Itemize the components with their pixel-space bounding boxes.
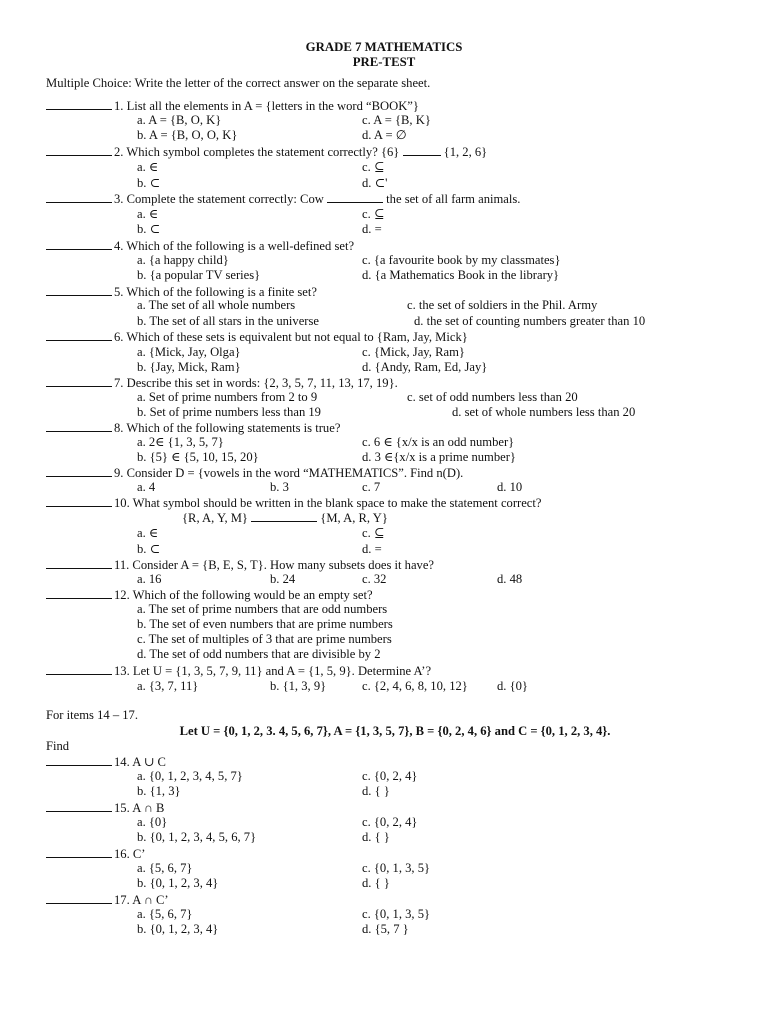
option-a: a. 2∈ {1, 3, 5, 7}: [137, 435, 224, 449]
group-find: Find: [46, 739, 70, 753]
question-7: 7. Describe this set in words: {2, 3, 5, 7, 11, 13, 17, 19}.: [46, 375, 398, 391]
option-b: b. 3: [270, 480, 289, 494]
answer-blank[interactable]: [46, 754, 112, 766]
option-a: a. {Mick, Jay, Olga}: [137, 345, 241, 359]
option-b: b. Set of prime numbers less than 19: [137, 405, 321, 419]
option-d: d. ⊂': [362, 176, 388, 190]
option-b: b. {Jay, Mick, Ram}: [137, 360, 241, 374]
option-b: b. {a popular TV series}: [137, 268, 261, 282]
option-a: a. Set of prime numbers from 2 to 9: [137, 390, 318, 404]
option-b: b. A = {B, O, O, K}: [137, 128, 238, 142]
option-d: d. {5, 7 }: [362, 922, 409, 936]
fill-blank: [327, 191, 383, 203]
option-c: c. 6 ∈ {x/x is an odd number}: [362, 435, 515, 449]
answer-blank[interactable]: [46, 557, 112, 569]
answer-blank[interactable]: [46, 284, 112, 296]
option-a: a. The set of prime numbers that are odd numbers: [137, 602, 388, 616]
option-a: a. A = {B, O, K}: [137, 113, 222, 127]
option-c: c. The set of multiples of 3 that are prime numbers: [137, 632, 392, 646]
question-3: 3. Complete the statement correctly: Cow the set of all farm animals.: [46, 191, 520, 207]
answer-blank[interactable]: [46, 238, 112, 250]
instructions: Multiple Choice: Write the letter of the correct answer on the separate sheet.: [46, 76, 431, 90]
page-subtitle: PRE-TEST: [352, 55, 416, 69]
question-12: 12. Which of the following would be an empty set?: [46, 587, 373, 603]
option-d: d. =: [362, 542, 382, 556]
option-a: a. The set of all whole numbers: [137, 298, 296, 312]
option-c: c. 7: [362, 480, 381, 494]
option-c: c. {a favourite book by my classmates}: [362, 253, 561, 267]
question-6: 6. Which of these sets is equivalent but not equal to {Ram, Jay, Mick}: [46, 329, 468, 345]
option-b: b. ⊂: [137, 176, 161, 190]
option-b: b. {1, 3}: [137, 784, 181, 798]
option-d: d. 10: [497, 480, 523, 494]
option-a: a. {3, 7, 11}: [137, 679, 199, 693]
question-8: 8. Which of the following statements is true?: [46, 420, 340, 436]
group-intro: For items 14 – 17.: [46, 708, 139, 722]
question-13: 13. Let U = {1, 3, 5, 7, 9, 11} and A = {1, 5, 9}. Determine A’?: [46, 663, 431, 679]
option-b: b. The set of all stars in the universe: [137, 314, 319, 328]
option-a: a. 4: [137, 480, 156, 494]
question-10-statement: {R, A, Y, M} {M, A, R, Y}: [182, 511, 388, 525]
option-c: c. {Mick, Jay, Ram}: [362, 345, 465, 359]
question-11: 11. Consider A = {B, E, S, T}. How many subsets does it have?: [46, 557, 434, 573]
option-c: c. ⊆: [362, 207, 385, 221]
option-d: d. { }: [362, 784, 390, 798]
answer-blank[interactable]: [46, 800, 112, 812]
option-a: a. 16: [137, 572, 162, 586]
option-a: a. {5, 6, 7}: [137, 907, 193, 921]
option-b: b. {1, 3, 9}: [270, 679, 327, 693]
option-b: b. {0, 1, 2, 3, 4}: [137, 876, 219, 890]
option-d: d. {Andy, Ram, Ed, Jay}: [362, 360, 488, 374]
option-c: c. {0, 2, 4}: [362, 769, 418, 783]
option-b: b. ⊂: [137, 222, 161, 236]
question-16: 16. C’: [46, 846, 145, 862]
option-c: c. the set of soldiers in the Phil. Army: [407, 298, 598, 312]
option-d: d. The set of odd numbers that are divisible by 2: [137, 647, 381, 661]
question-9: 9. Consider D = {vowels in the word “MATHEMATICS”. Find n(D).: [46, 465, 463, 481]
answer-blank[interactable]: [46, 892, 112, 904]
option-d: d. =: [362, 222, 382, 236]
option-d: d. 48: [497, 572, 523, 586]
option-c: c. 32: [362, 572, 387, 586]
answer-blank[interactable]: [46, 375, 112, 387]
question-10: 10. What symbol should be written in the blank space to make the statement correct?: [46, 495, 541, 511]
answer-blank[interactable]: [46, 420, 112, 432]
option-b: b. 24: [270, 572, 296, 586]
answer-blank[interactable]: [46, 98, 112, 110]
group-given-sets: Let U = {0, 1, 2, 3. 4, 5, 6, 7}, A = {1, 3, 5, 7}, B = {0, 2, 4, 6} and C = {0, 1, 2, 3, 4}.: [179, 724, 611, 738]
question-17: 17. A ∩ C’: [46, 892, 169, 908]
option-c: c. ⊆: [362, 526, 385, 540]
answer-blank[interactable]: [46, 663, 112, 675]
option-a: a. {a happy child}: [137, 253, 229, 267]
fill-blank: [403, 144, 441, 156]
option-b: b. The set of even numbers that are prime numbers: [137, 617, 393, 631]
option-a: a. {0}: [137, 815, 168, 829]
question-14: 14. A ∪ C: [46, 754, 166, 770]
answer-blank[interactable]: [46, 495, 112, 507]
option-d: d. { }: [362, 876, 390, 890]
question-15: 15. A ∩ B: [46, 800, 164, 816]
option-d: d. {a Mathematics Book in the library}: [362, 268, 560, 282]
option-d: d. {0}: [497, 679, 528, 693]
option-a: a. {0, 1, 2, 3, 4, 5, 7}: [137, 769, 243, 783]
question-5: 5. Which of the following is a finite set?: [46, 284, 317, 300]
option-c: c. {0, 1, 3, 5}: [362, 907, 431, 921]
answer-blank[interactable]: [46, 846, 112, 858]
option-a: a. {5, 6, 7}: [137, 861, 193, 875]
option-c: c. {0, 1, 3, 5}: [362, 861, 431, 875]
question-1: 1. List all the elements in A = {letters in the word “BOOK”}: [46, 98, 419, 114]
option-d: d. set of whole numbers less than 20: [452, 405, 636, 419]
option-c: c. A = {B, K}: [362, 113, 431, 127]
question-4: 4. Which of the following is a well-defined set?: [46, 238, 354, 254]
option-c: c. {2, 4, 6, 8, 10, 12}: [362, 679, 468, 693]
option-d: d. A = ∅: [362, 128, 407, 142]
option-c: c. {0, 2, 4}: [362, 815, 418, 829]
answer-blank[interactable]: [46, 465, 112, 477]
option-d: d. { }: [362, 830, 390, 844]
option-d: d. 3 ∈{x/x is a prime number}: [362, 450, 516, 464]
option-d: d. the set of counting numbers greater than 10: [414, 314, 646, 328]
answer-blank[interactable]: [46, 191, 112, 203]
fill-blank: [251, 510, 317, 522]
answer-blank[interactable]: [46, 329, 112, 341]
option-b: b. {0, 1, 2, 3, 4}: [137, 922, 219, 936]
option-b: b. {0, 1, 2, 3, 4, 5, 6, 7}: [137, 830, 257, 844]
option-c: c. ⊆: [362, 160, 385, 174]
option-a: a. ∈: [137, 160, 159, 174]
option-b: b. ⊂: [137, 542, 161, 556]
option-a: a. ∈: [137, 207, 159, 221]
answer-blank[interactable]: [46, 587, 112, 599]
option-c: c. set of odd numbers less than 20: [407, 390, 578, 404]
question-2: 2. Which symbol completes the statement correctly? {6} {1, 2, 6}: [46, 144, 487, 160]
option-a: a. ∈: [137, 526, 159, 540]
page-title: GRADE 7 MATHEMATICS: [305, 40, 463, 54]
answer-blank[interactable]: [46, 144, 112, 156]
option-b: b. {5} ∈ {5, 10, 15, 20}: [137, 450, 259, 464]
